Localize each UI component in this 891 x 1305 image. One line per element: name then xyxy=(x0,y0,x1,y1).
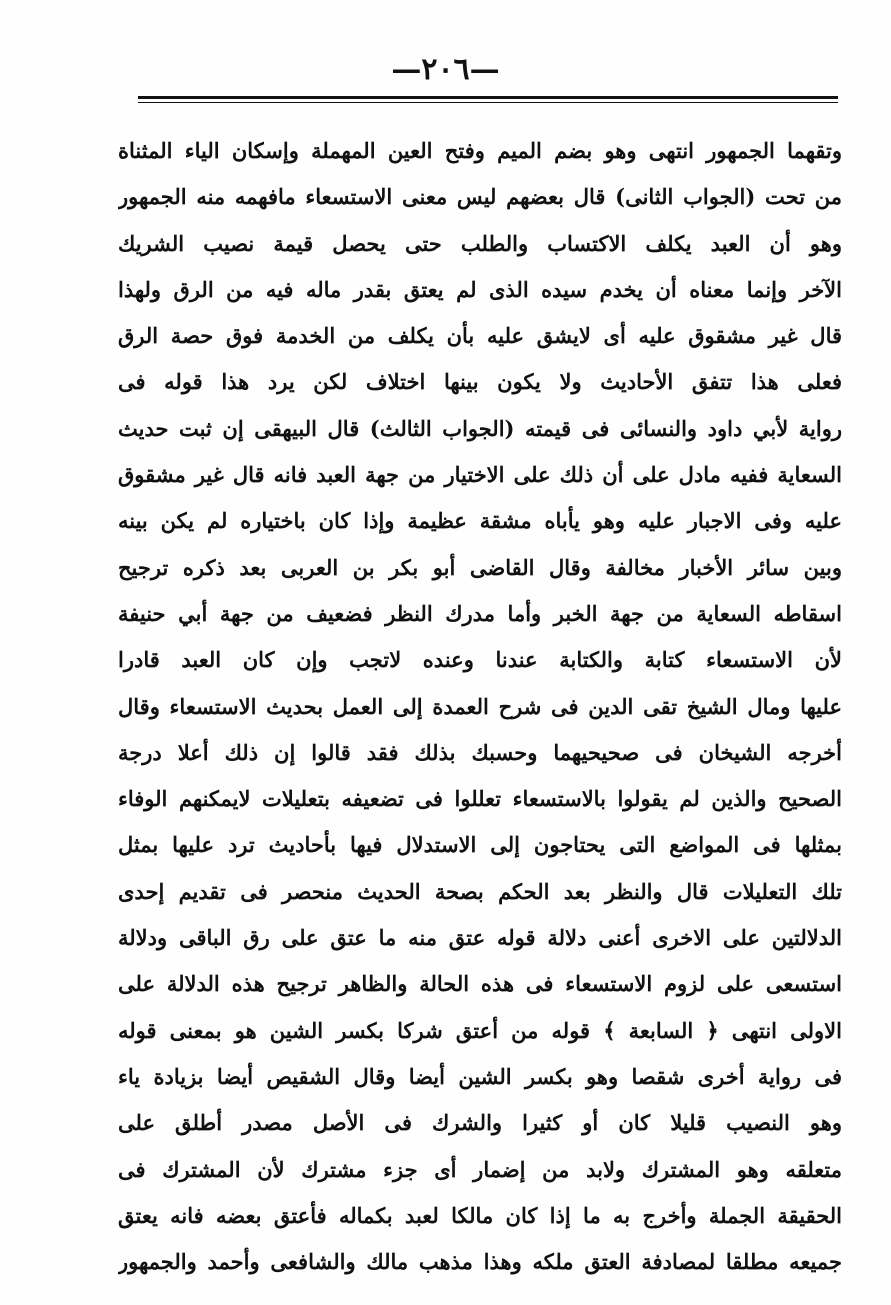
text-line: متعلقه وهو المشترك ولابد من إضمار أى جزء مشترك لأن المشترك فى xyxy=(118,1156,842,1182)
text-line: السعاية ففيه مادل على أن ذلك على الاختيار من جهة العبد فانه قال غير مشقوق xyxy=(118,462,842,488)
text-line: أخرجه الشيخان فى صحيحيهما وحسبك بذلك فقد قالوا إن ذلك أعلا درجة xyxy=(118,739,842,765)
text-line: الدلالتين على الاخرى أعنى دلالة قوله عتق منه ما عتق على رق الباقى ودلالة xyxy=(118,925,842,951)
text-line: الحقيقة الجملة وأخرج به ما إذا كان مالكا لعبد بكماله فأعتق بعضه فانه يعتق xyxy=(118,1202,842,1228)
text-line: بمثلها فى المواضع التى يحتاجون إلى الاستدلال فيها بأحاديث ترد عليها بمثل xyxy=(118,832,842,858)
text-line: اسقاطه السعاية من جهة الخبر وأما مدرك النظر فضعيف من جهة أبي حنيفة xyxy=(118,600,842,626)
header-rule-thin xyxy=(138,102,838,103)
text-line: الصحيح والذين لم يقولوا بالاستسعاء تعللوا فى تضعيفه بتعليلات لايمكنهم الوفاء xyxy=(118,786,842,812)
text-line: لأن الاستسعاء كتابة والكتابة عندنا وعنده لاتجب وإن كان العبد قادرا xyxy=(118,647,842,673)
text-line: فى رواية أخرى شقصا وهو بكسر الشين أيضا وقال الشقيص أيضا بزيادة ياء xyxy=(118,1063,842,1089)
text-line: من تحت (الجواب الثانى) قال بعضهم ليس معنى الاستسعاء مافهمه منه الجمهور xyxy=(118,184,842,210)
text-line: جميعه مطلقا لمصادفة العتق ملكه وهذا مذهب مالك والشافعى وأحمد والجمهور xyxy=(118,1249,842,1275)
text-line: عليه وفى الاجبار عليه وهو يأباه مشقة عظيمة وإذا كان باختياره لم يكن بينه xyxy=(118,508,842,534)
body-text xyxy=(118,128,842,1285)
text-line: وهو النصيب قليلا كان أو كثيرا والشرك فى الأصل مصدر أطلق على xyxy=(118,1110,842,1136)
text-line: عليها ومال الشيخ تقى الدين فى شرح العمدة إلى العمل بحديث الاستسعاء وقال xyxy=(118,693,842,719)
text-line: فعلى هذا تتفق الأحاديث ولا يكون بينها اختلاف لكن يرد هذا قوله فى xyxy=(118,369,842,395)
text-line: استسعى على لزوم الاستسعاء فى هذه الحالة والظاهر ترجيح هذه الدلالة على xyxy=(118,971,842,997)
text-line: وبين سائر الأخبار مخالفة وقال القاضى أبو بكر بن العربى بعد ذكره ترجيح xyxy=(118,554,842,580)
text-line: الاولى انتهى ﴿ السابعة ﴾ قوله من أعتق شركا بكسر الشين هو بمعنى قوله xyxy=(118,1017,842,1043)
text-line: رواية لأبي داود والنسائى فى قيمته (الجواب الثالث) قال البيهقى إن ثبت حديث xyxy=(118,415,842,441)
text-line: تلك التعليلات قال والنظر بعد الحكم بصحة الحديث منحصر فى تقديم إحدى xyxy=(118,878,842,904)
header-rule-thick xyxy=(138,96,838,99)
text-line: وتقهما الجمهور انتهى وهو بضم الميم وفتح العين المهملة وإسكان الياء المثناة xyxy=(118,138,842,163)
text-line: وهو أن العبد يكلف الاكتساب والطلب حتى يحصل قيمة نصيب الشريك xyxy=(118,230,842,256)
text-line: الآخر وإنما معناه أن يخدم سيده الذى لم يعتق بقدر ماله فيه من الرق ولهذا xyxy=(118,276,842,302)
text-line: قال غير مشقوق عليه أى لايشق عليه بأن يكلف من الخدمة فوق حصة الرق xyxy=(118,323,842,349)
page-number: —٢٠٦— xyxy=(391,52,500,87)
